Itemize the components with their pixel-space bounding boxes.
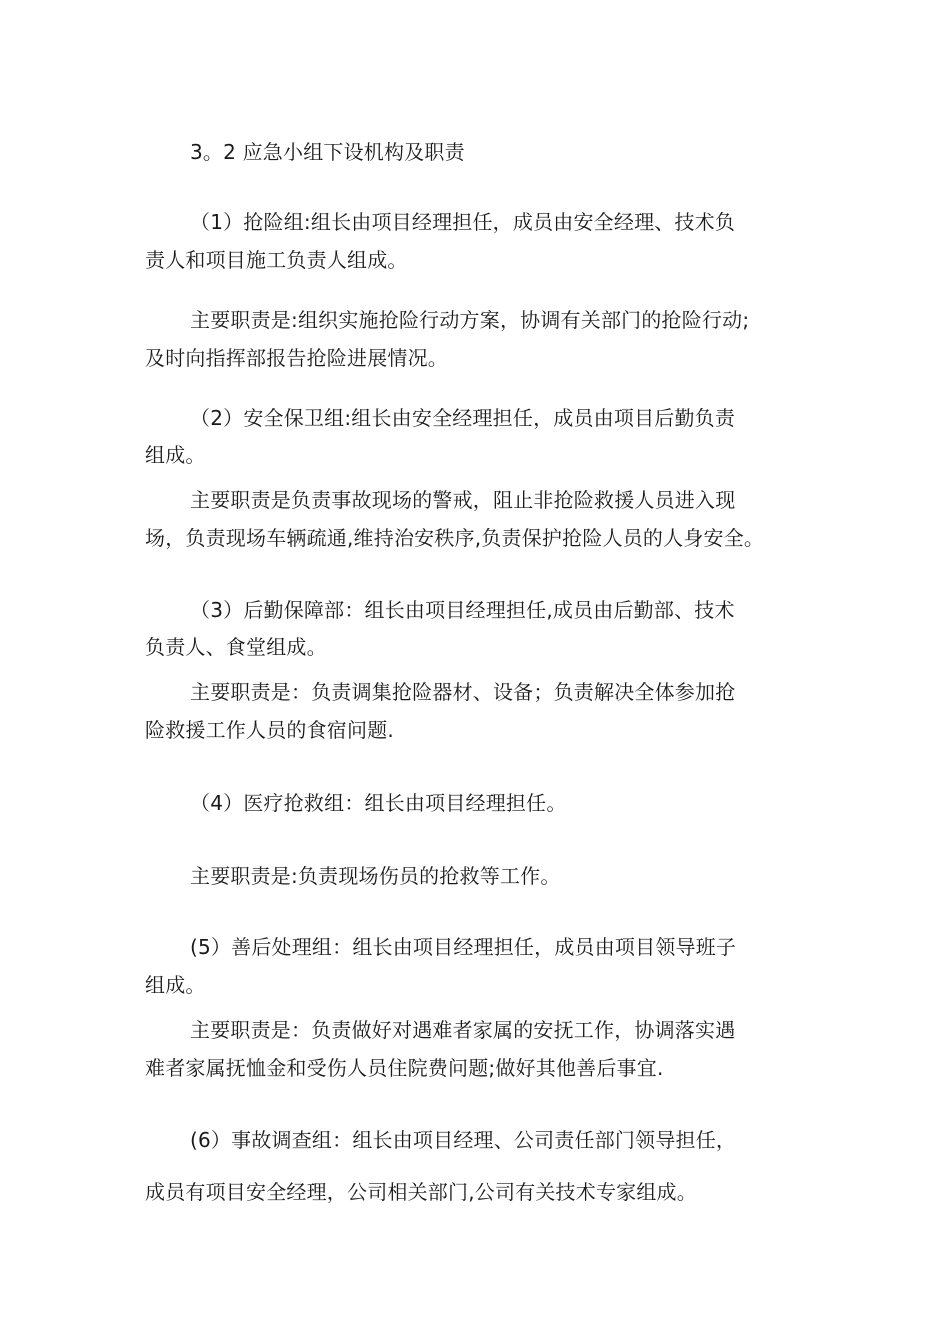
paragraph-line: 主要职责是负责事故现场的警戒，阻止非抢险救援人员进入现 xyxy=(190,488,736,512)
paragraph-line: 组成。 xyxy=(145,443,206,467)
paragraph-line: 主要职责是:组织实施抢险行动方案，协调有关部门的抢险行动; xyxy=(190,308,750,332)
section-heading: 3。2 应急小组下设机构及职责 xyxy=(190,140,465,164)
paragraph-line: （1）抢险组:组长由项目经理担任，成员由安全经理、技术负 xyxy=(190,210,736,234)
paragraph-line: （3）后勤保障部：组长由项目经理担任,成员由后勤部、技术 xyxy=(190,598,735,622)
paragraph-line: 场，负责现场车辆疏通,维持治安秩序,负责保护抢险人员的人身安全。 xyxy=(145,526,765,550)
paragraph-line: 组成。 xyxy=(145,973,206,997)
paragraph-line: 主要职责是：负责调集抢险器材、设备；负责解决全体参加抢 xyxy=(190,680,736,704)
paragraph-line: 险救援工作人员的食宿问题. xyxy=(145,718,394,742)
paragraph-line: 负责人、食堂组成。 xyxy=(145,635,327,659)
paragraph-line: 成员有项目安全经理，公司相关部门,公司有关技术专家组成。 xyxy=(145,1180,697,1204)
paragraph-line: (5）善后处理组：组长由项目经理担任，成员由项目领导班子 xyxy=(190,935,737,959)
paragraph-line: 主要职责是：负责做好对遇难者家属的安抚工作，协调落实遇 xyxy=(190,1018,736,1042)
paragraph-line: (6）事故调查组：组长由项目经理、公司责任部门领导担任， xyxy=(190,1128,737,1152)
paragraph-line: （2）安全保卫组:组长由安全经理担任，成员由项目后勤负责 xyxy=(190,406,736,430)
paragraph-line: 及时向指挥部报告抢险进展情况。 xyxy=(145,346,448,370)
paragraph-line: 主要职责是:负责现场伤员的抢救等工作。 xyxy=(190,864,561,888)
paragraph-line: 难者家属抚恤金和受伤人员住院费问题;做好其他善后事宜. xyxy=(145,1056,664,1080)
paragraph-line: （4）医疗抢救组：组长由项目经理担任。 xyxy=(190,791,567,815)
paragraph-line: 责人和项目施工负责人组成。 xyxy=(145,248,408,272)
